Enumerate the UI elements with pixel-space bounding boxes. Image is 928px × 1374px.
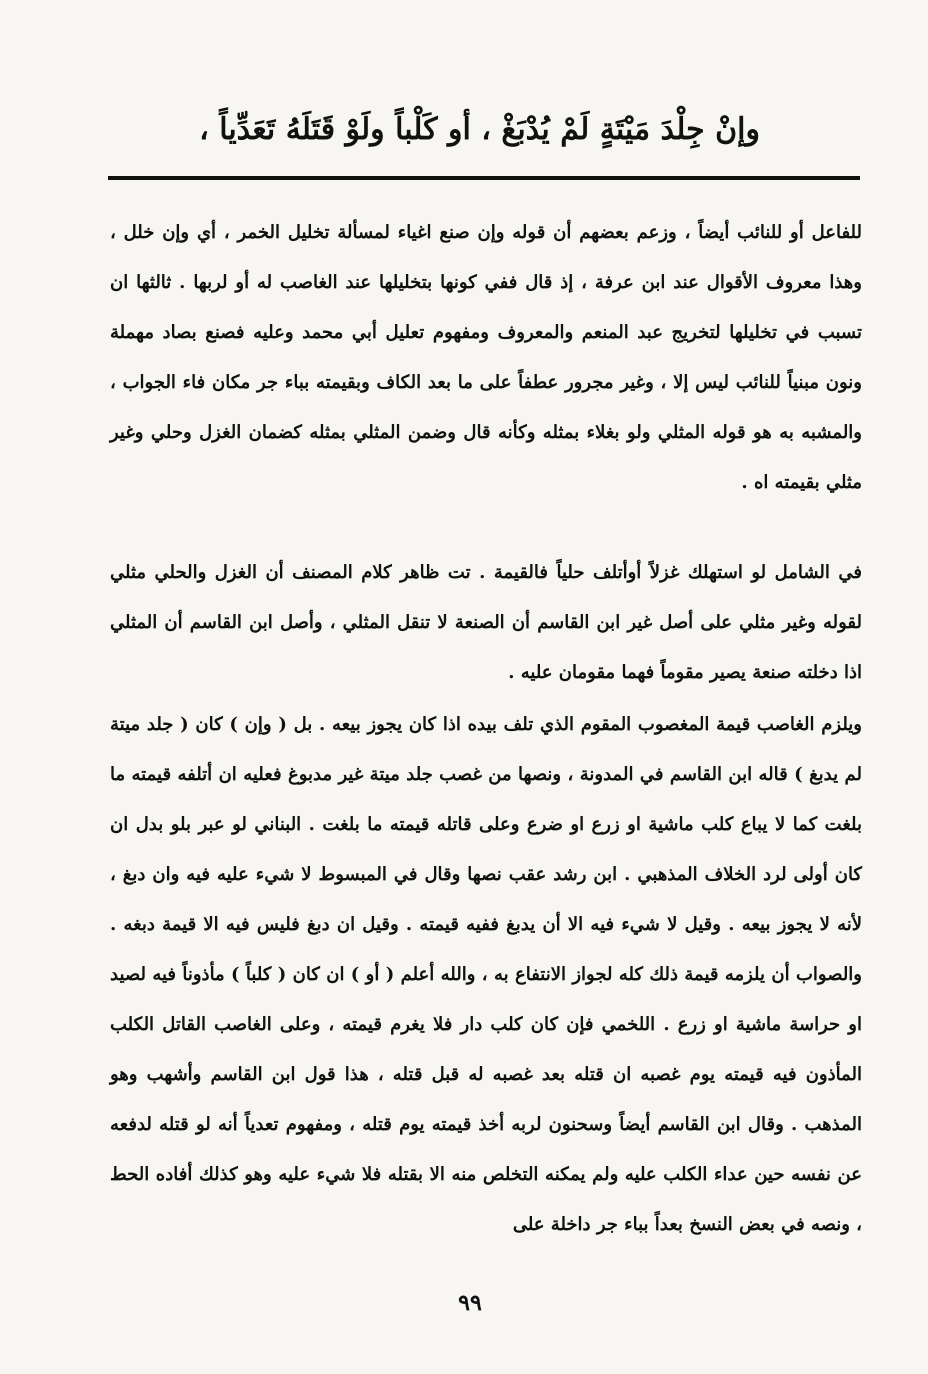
verse-header: وإنْ جِلْدَ مَيْتَةٍ لَمْ يُدْبَغْ ، أو كَلْباً ولَوْ قَتَلَهُ تَعَدِّياً ،	[199, 112, 760, 147]
page-number: ٩٩	[458, 1290, 482, 1316]
paragraph-2: في الشامل لو استهلك غزلاً أوأتلف حلياً فالقيمة . تت ظاهر كلام المصنف أن الغزل والحلي مثلي لقوله وغير مثلي على أصل غير ابن القاسم أن الصنعة لا تنقل المثلي ، وأصل ابن القاسم أن المثلي اذا دخلته صنعة يصير مقوماً فهما مقومان عليه .	[110, 562, 862, 683]
paragraph-3: ويلزم الغاصب قيمة المغصوب المقوم الذي تلف بيده اذا كان يجوز بيعه . بل ( وإن ) كان ( جلد ميتة لم يدبغ ) قاله ابن القاسم في المدونة ، ونصها من غصب جلد ميتة غير مدبوغ فعليه ان أتلفه قيمته ما بلغت كما لا يباع كلب ماشية او زرع او ضرع وعلى قاتله قيمته ما بلغت . البناني لو عبر بلو بدل ان كان أولى لرد الخلاف المذهبي . ابن رشد عقب نصها وقال في المبسوط لا شيء عليه فيه وان دبغ ، لأنه لا يجوز بيعه . وقيل لا شيء فيه الا أن يدبغ ففيه قيمته . وقيل ان دبغ فليس فيه الا قيمة دبغه . والصواب أن يلزمه قيمة ذلك كله لجواز الانتفاع به ، والله أعلم ( أو ) ان كان ( كلباً ) مأذوناً فيه لصيد او حراسة ماشية او زرع . اللخمي فإن كان كلب دار فلا يغرم قيمته ، وعلى الغاصب القاتل الكلب المأذون فيه قيمته يوم غصبه ان قتله بعد غصبه له قبل قتله ، هذا قول ابن القاسم وأشهب وهو المذهب . وقال ابن القاسم أيضاً وسحنون لربه أخذ قيمته يوم قتله ، ومفهوم تعدياً أنه لو قتله لدفعه عن نفسه حين عداء الكلب عليه ولم يمكنه التخلص منه الا بقتله فلا شيء عليه وهو كذلك أفاده الحط ، ونصه في بعض النسخ بعداً بباء جر داخلة على	[110, 714, 862, 1235]
paragraph-1: للفاعل أو للنائب أيضاً ، وزعم بعضهم أن قوله وإن صنع اغياء لمسألة تخليل الخمر ، أي وإن خلل ، وهذا معروف الأقوال عند ابن عرفة ، إذ قال ففي كونها بتخليلها عند الغاصب له أو لربها . ثالثها ان تسبب في تخليلها لتخريج عبد المنعم والمعروف ومفهوم تعليل أبي محمد وعليه فصنع بصاد مهملة ونون مبنياً للنائب ليس إلا ، وغير مجرور عطفاً على ما بعد الكاف وبقيمته بباء جر مكان فاء الجواب ، والمشبه به هو قوله المثلي ولو بغلاء بمثله وكأنه قال وضمن المثلي بمثله كضمان الغزل وحلي وغير مثلي بقيمته اه .	[110, 222, 862, 493]
header-divider	[108, 176, 860, 180]
